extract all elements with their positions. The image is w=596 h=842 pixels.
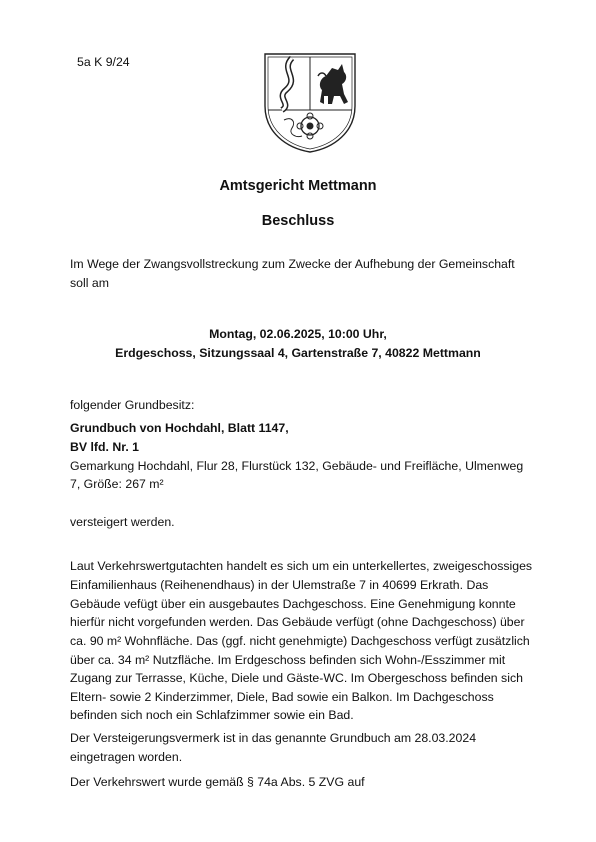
auctioned-text: versteigert werden. xyxy=(70,515,175,529)
description-line: Gebäude vefügt über ein ausgebautes Dachgeschoss. Eine Genehmigung konnte xyxy=(70,597,516,611)
description-line: Zugang zur Terrasse, Küche, Diele und Gäste-WC. Im Obergeschoss befinden sich xyxy=(70,671,523,685)
appointment-date: Montag, 02.06.2025, 10:00 Uhr, xyxy=(209,327,387,341)
file-number: 5a K 9/24 xyxy=(77,55,130,69)
description-line: hierfür nicht vorgefunden werden. Das Gebäude verfügt (ohne Dachgeschoss) über xyxy=(70,615,525,629)
description-line: Einfamilienhaus (Reihenendhaus) in der Ulemstraße 7 in 40699 Erkrath. Das xyxy=(70,578,489,592)
intro-line-1: Im Wege der Zwangsvollstreckung zum Zwecke der Aufhebung der Gemeinschaft xyxy=(70,257,515,271)
nrw-coat-of-arms-icon xyxy=(262,50,358,154)
description-line: Eltern- sowie 2 Kinderzimmer, Diele, Bad sowie ein Balkon. Im Dachgeschoss xyxy=(70,690,494,704)
court-name: Amtsgericht Mettmann xyxy=(219,178,377,194)
market-value-text: Der Verkehrswert wurde gemäß § 74a Abs. 5 ZVG auf xyxy=(70,775,365,789)
description-line: über ca. 34 m² Nutzfläche. Im Erdgeschoss befinden sich Wohn-/Esszimmer mit xyxy=(70,653,506,667)
registration-line-1: Der Versteigerungsvermerk ist in das genannte Grundbuch am 28.03.2024 xyxy=(70,731,477,745)
parcel-line-2: 7, Größe: 267 m² xyxy=(70,477,164,491)
intro-line-2: soll am xyxy=(70,276,109,290)
document-type: Beschluss xyxy=(261,213,335,229)
property-label: folgender Grundbesitz: xyxy=(70,398,195,412)
appointment-location: Erdgeschoss, Sitzungssaal 4, Gartenstraße 7, 40822 Mettmann xyxy=(115,346,481,360)
bv-number: BV lfd. Nr. 1 xyxy=(70,440,140,454)
registration-line-2: eingetragen worden. xyxy=(70,750,183,764)
description-line: befinden sich noch ein Schlafzimmer sowie ein Bad. xyxy=(70,708,354,722)
description-line: ca. 90 m² Wohnfläche. Das (ggf. nicht genehmigte) Dachgeschoss verfügt zusätzlich xyxy=(70,634,530,648)
description-line: Laut Verkehrswertgutachten handelt es sich um ein unterkellertes, zweigeschossiges xyxy=(70,559,533,573)
land-register: Grundbuch von Hochdahl, Blatt 1147, xyxy=(70,421,289,435)
parcel-line-1: Gemarkung Hochdahl, Flur 28, Flurstück 132, Gebäude- und Freifläche, Ulmenweg xyxy=(70,459,524,473)
